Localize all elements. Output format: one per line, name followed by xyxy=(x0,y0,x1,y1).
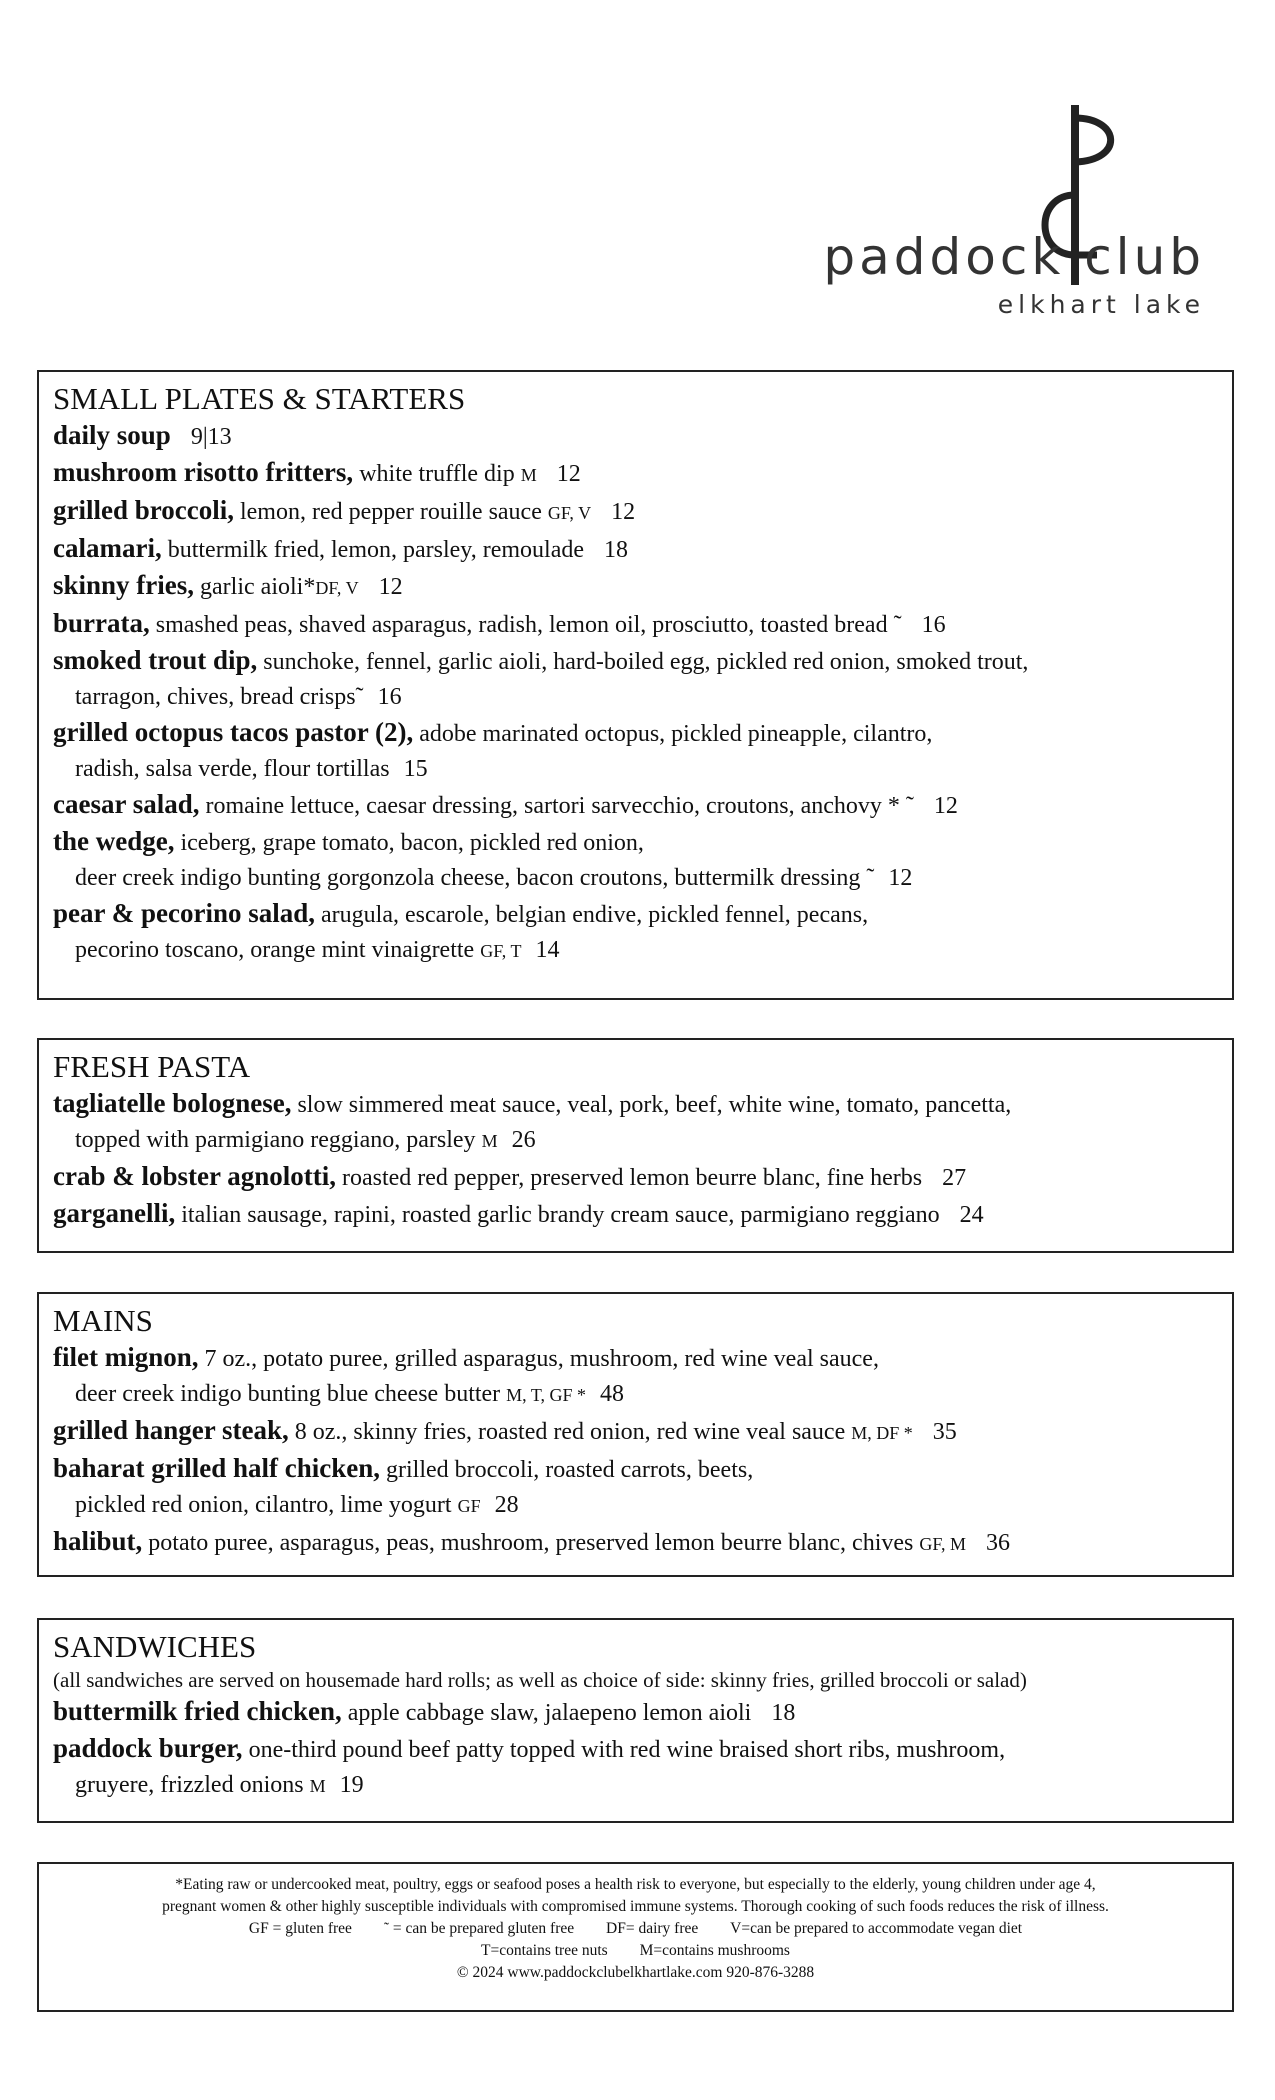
section-small-plates xyxy=(37,370,1234,1000)
item-price: 12 xyxy=(888,865,913,891)
menu-item xyxy=(53,787,1218,824)
item-desc-continued xyxy=(53,1123,1218,1159)
menu-item xyxy=(53,643,1218,715)
legend-df: DF= dairy free xyxy=(606,1920,699,1937)
item-desc-continued xyxy=(53,680,1218,715)
item-desc-continued-text: deer creek indigo bunting gorgonzola cheese, bacon croutons, buttermilk dressing ˜ xyxy=(75,865,875,891)
section-title: FRESH PASTA xyxy=(53,1049,251,1084)
item-name: pear & pecorino salad, xyxy=(53,898,315,928)
menu-item xyxy=(53,531,1218,568)
menu-item xyxy=(53,1524,1218,1562)
item-price: 15 xyxy=(403,756,428,782)
item-name: mushroom risotto fritters, xyxy=(53,457,354,487)
item-tag: GF, T xyxy=(480,941,522,961)
item-name: crab & lobster agnolotti, xyxy=(53,1161,336,1191)
legend-m: M=contains mushrooms xyxy=(639,1942,790,1959)
item-desc-continued-text: pecorino toscano, orange mint vinaigrette xyxy=(75,937,475,963)
item-price: 16 xyxy=(377,684,402,710)
menu-item xyxy=(53,1413,1218,1451)
item-price: 24 xyxy=(959,1202,984,1228)
item-desc: 7 oz., potato puree, grilled asparagus, mushroom, red wine veal sauce, xyxy=(204,1346,879,1372)
item-desc: sunchoke, fennel, garlic aioli, hard-boiled egg, pickled red onion, smoked trout, xyxy=(263,649,1029,675)
item-desc-continued xyxy=(53,1768,1218,1804)
menu-item xyxy=(53,1196,1218,1233)
item-price: 35 xyxy=(932,1419,957,1445)
item-desc-continued-text: tarragon, chives, bread crisps˜ xyxy=(75,684,364,710)
item-tag: GF xyxy=(457,1496,481,1516)
item-name: grilled hanger steak, xyxy=(53,1415,289,1445)
item-name: garganelli, xyxy=(53,1198,176,1228)
item-price: 19 xyxy=(339,1772,364,1798)
item-name: paddock burger, xyxy=(53,1733,243,1763)
item-price: 48 xyxy=(600,1381,625,1407)
item-price: 9|13 xyxy=(190,424,232,450)
item-name: buttermilk fried chicken, xyxy=(53,1696,342,1726)
item-desc: adobe marinated octopus, pickled pineapple, cilantro, xyxy=(419,721,933,747)
menu-item xyxy=(53,568,1218,606)
menu-item xyxy=(53,418,1218,455)
item-name: baharat grilled half chicken, xyxy=(53,1453,381,1483)
health-warning-line-2: pregnant women & other highly susceptible individuals with compromised immune systems. Thorough cooking of such foods reduces the risk of illness. xyxy=(162,1898,1109,1915)
item-desc: potato puree, asparagus, peas, mushroom, preserved lemon beurre blanc, chives xyxy=(148,1530,914,1556)
item-desc: romaine lettuce, caesar dressing, sartori sarvecchio, croutons, anchovy * ˜ xyxy=(205,793,914,819)
footer-disclaimer xyxy=(37,1862,1234,2012)
dietary-legend xyxy=(39,1918,1232,1940)
menu-item xyxy=(53,1694,1218,1731)
item-desc: iceberg, grape tomato, bacon, pickled red onion, xyxy=(180,830,644,856)
item-desc-continued xyxy=(53,1377,1218,1413)
item-desc: slow simmered meat sauce, veal, pork, beef, white wine, tomato, pancetta, xyxy=(297,1092,1012,1118)
item-name: caesar salad, xyxy=(53,789,200,819)
item-desc: one-third pound beef patty topped with red wine braised short ribs, mushroom, xyxy=(248,1737,1006,1763)
item-desc: arugula, escarole, belgian endive, pickled fennel, pecans, xyxy=(321,902,869,928)
item-name: daily soup xyxy=(53,420,171,450)
section-mains xyxy=(37,1292,1234,1577)
menu-item xyxy=(53,1340,1218,1413)
item-price: 26 xyxy=(511,1127,536,1153)
item-name: grilled broccoli, xyxy=(53,495,234,525)
item-tag: GF, M xyxy=(919,1534,966,1554)
item-tag: DF, V xyxy=(315,578,359,598)
legend-tilde: ˜ = can be prepared gluten free xyxy=(383,1920,575,1937)
item-tag: M xyxy=(481,1131,498,1151)
item-desc-continued xyxy=(53,752,1218,787)
item-price: 12 xyxy=(933,793,958,819)
item-desc-continued xyxy=(53,933,1218,969)
menu-item xyxy=(53,606,1218,643)
item-tag: M, T, GF * xyxy=(506,1385,587,1405)
section-fresh-pasta xyxy=(37,1038,1234,1253)
item-price: 12 xyxy=(378,574,403,600)
item-name: calamari, xyxy=(53,533,162,563)
menu-item xyxy=(53,1731,1218,1804)
item-desc: garlic aioli* xyxy=(200,574,316,600)
menu-item xyxy=(53,824,1218,896)
item-desc-continued-text: radish, salsa verde, flour tortillas xyxy=(75,756,390,782)
item-name: grilled octopus tacos pastor (2), xyxy=(53,717,414,747)
item-desc: italian sausage, rapini, roasted garlic brandy cream sauce, parmigiano reggiano xyxy=(181,1202,940,1228)
item-name: the wedge, xyxy=(53,826,175,856)
item-desc: white truffle dip xyxy=(359,461,515,487)
item-tag: M xyxy=(520,465,537,485)
item-desc-continued-text: topped with parmigiano reggiano, parsley xyxy=(75,1127,476,1153)
legend-gf: GF = gluten free xyxy=(248,1920,352,1937)
item-name: smoked trout dip, xyxy=(53,645,258,675)
section-sandwiches xyxy=(37,1618,1234,1823)
health-warning-line-1: *Eating raw or undercooked meat, poultry, eggs or seafood poses a health risk to everyone, but especially to the elderly, young children under age 4, xyxy=(175,1876,1096,1893)
menu-item xyxy=(53,896,1218,969)
item-desc: grilled broccoli, roasted carrots, beets, xyxy=(386,1457,754,1483)
logo-subtitle: elkhart lake xyxy=(997,290,1205,319)
section-title: MAINS xyxy=(53,1303,153,1338)
item-desc: smashed peas, shaved asparagus, radish, lemon oil, prosciutto, toasted bread ˜ xyxy=(155,612,902,638)
item-name: burrata, xyxy=(53,608,150,638)
item-desc-continued-text: deer creek indigo bunting blue cheese butter xyxy=(75,1381,501,1407)
item-desc: 8 oz., skinny fries, roasted red onion, red wine veal sauce xyxy=(294,1419,846,1445)
legend-v: V=can be prepared to accommodate vegan diet xyxy=(730,1920,1023,1937)
item-name: tagliatelle bolognese, xyxy=(53,1088,292,1118)
item-price: 27 xyxy=(942,1165,967,1191)
item-desc: lemon, red pepper rouille sauce xyxy=(239,499,542,525)
dietary-legend-2 xyxy=(39,1940,1232,1962)
item-price: 28 xyxy=(494,1492,519,1518)
item-desc-continued xyxy=(53,861,1218,896)
item-desc-continued-text: gruyere, frizzled onions xyxy=(75,1772,304,1798)
menu-item xyxy=(53,1451,1218,1524)
item-price: 12 xyxy=(556,461,581,487)
menu-item xyxy=(53,1086,1218,1159)
item-price: 12 xyxy=(611,499,636,525)
menu-item xyxy=(53,1159,1218,1196)
item-tag: M, DF * xyxy=(851,1423,913,1443)
copyright: © 2024 www.paddockclubelkhartlake.com 920-876-3288 xyxy=(456,1964,815,1981)
item-name: halibut, xyxy=(53,1526,143,1556)
restaurant-logo xyxy=(785,100,1205,320)
logo-name: paddock club xyxy=(823,228,1205,286)
section-title: SANDWICHES xyxy=(53,1629,257,1664)
item-price: 16 xyxy=(921,612,946,638)
item-tag: M xyxy=(309,1776,326,1796)
menu-item xyxy=(53,715,1218,787)
item-desc: roasted red pepper, preserved lemon beurre blanc, fine herbs xyxy=(341,1165,923,1191)
item-name: filet mignon, xyxy=(53,1342,199,1372)
section-title: SMALL PLATES & STARTERS xyxy=(53,381,466,416)
item-price: 18 xyxy=(771,1700,796,1726)
item-tag: GF, V xyxy=(547,503,592,523)
item-price: 36 xyxy=(985,1530,1010,1556)
menu-item xyxy=(53,493,1218,531)
item-price: 18 xyxy=(604,537,629,563)
item-price: 14 xyxy=(535,937,560,963)
menu-item xyxy=(53,455,1218,493)
item-desc-continued xyxy=(53,1488,1218,1524)
section-note: (all sandwiches are served on housemade hard rolls; as well as choice of side: skinny fries, grilled broccoli or salad) xyxy=(53,1668,1027,1692)
item-name: skinny fries, xyxy=(53,570,195,600)
item-desc-continued-text: pickled red onion, cilantro, lime yogurt xyxy=(75,1492,452,1518)
item-desc: apple cabbage slaw, jalaepeno lemon aioli xyxy=(347,1700,752,1726)
legend-t: T=contains tree nuts xyxy=(481,1942,608,1959)
item-desc: buttermilk fried, lemon, parsley, remoulade xyxy=(167,537,585,563)
